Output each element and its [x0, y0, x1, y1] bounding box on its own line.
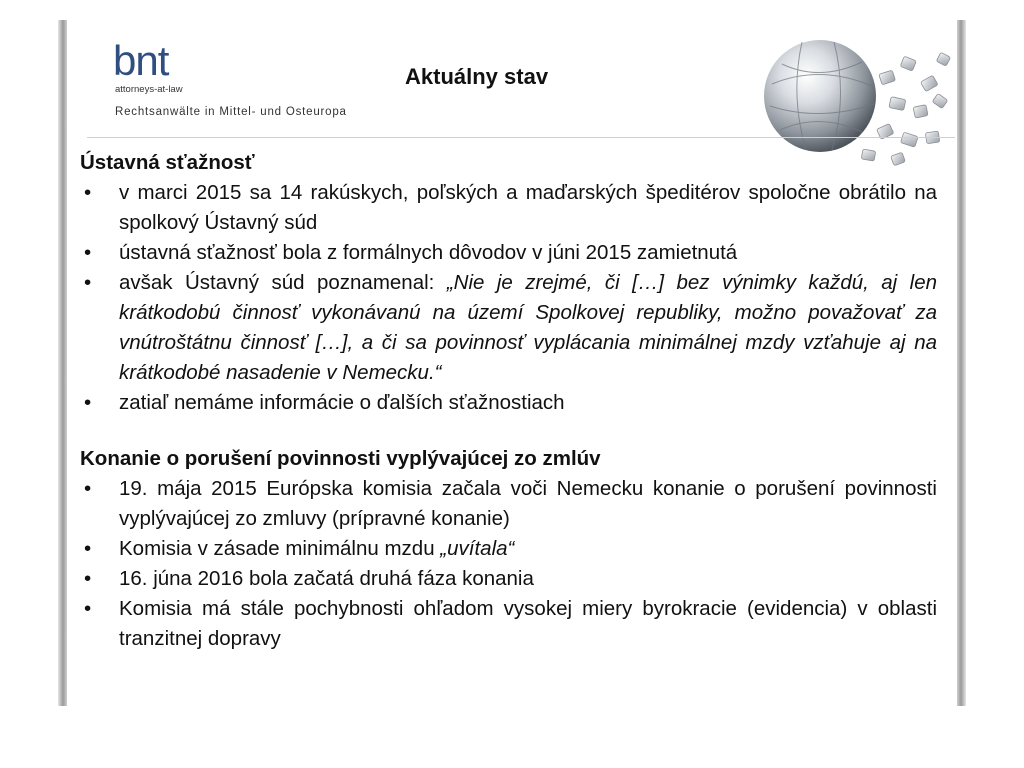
- bullet-text: ústavná sťažnosť bola z formálnych dôvodov v júni 2015 zamietnutá: [119, 241, 738, 264]
- slide-canvas: [67, 20, 957, 706]
- list-item: [80, 178, 937, 238]
- bullet-text: Komisia má stále pochybnosti ohľadom vysokej miery byrokracie (evidencia) v oblasti tranzitnej dopravy: [119, 597, 937, 650]
- bullet-text: Komisia v zásade minimálnu mzdu: [119, 537, 441, 560]
- list-item: [80, 388, 937, 418]
- slide-title: Aktuálny stav: [405, 64, 549, 89]
- bullet-text: 19. mája 2015 Európska komisia začala voči Nemecku konanie o porušení povinnosti vyplývajúcej zo zmluvy (prípravné konanie): [119, 477, 937, 530]
- list-item: [80, 594, 937, 654]
- bullet-text: v marci 2015 sa 14 rakúskych, poľských a maďarských špeditérov spoločne obrátilo na spolkový Ústavný súd: [119, 181, 937, 234]
- bullet-text: zatiaľ nemáme informácie o ďalších sťažnostiach: [119, 391, 565, 414]
- bullet-icon: •: [84, 597, 92, 620]
- slide-body: [80, 148, 937, 654]
- bnt-logo: [113, 37, 373, 126]
- section-spacer: [80, 418, 937, 444]
- bullet-quote: „uvítala“: [440, 537, 515, 560]
- slide-right-edge: [957, 20, 966, 706]
- section-heading: Konanie o porušení povinnosti vyplývajúcej zo zmlúv: [80, 447, 601, 470]
- bullet-icon: •: [84, 391, 92, 414]
- bullet-quote: „Nie je zrejmé, či […] bez výnimky každú, aj len krátkodobú činnosť vykonávanú na území Spolkovej republiky, možno považovať za vnútroštátnu činnosť […], a či sa povinnosť vyplácania minimálnej mzdy vzťahuje aj na krátkodobé nasadenie v Nemecku.“: [119, 271, 938, 384]
- bullet-list: [80, 178, 937, 418]
- slide-left-edge: [58, 20, 67, 706]
- section-heading: Ústavná sťažnosť: [80, 151, 255, 174]
- list-item: [80, 534, 937, 564]
- list-item: [80, 474, 937, 534]
- section-constitutional-complaint: [80, 148, 937, 418]
- bullet-list: [80, 474, 937, 654]
- bullet-icon: •: [84, 567, 92, 590]
- logo-tagline: Rechtsanwälte in Mittel- und Osteuropa: [115, 106, 347, 118]
- logo-brand: bnt: [113, 37, 169, 84]
- bullet-text: 16. júna 2016 bola začatá druhá fáza konania: [119, 567, 534, 590]
- bullet-icon: •: [84, 181, 92, 204]
- list-item: [80, 238, 937, 268]
- section-infringement-procedure: [80, 444, 937, 654]
- bullet-text: avšak Ústavný súd poznamenal:: [119, 271, 447, 294]
- bullet-icon: •: [84, 537, 92, 560]
- header-divider: [87, 137, 955, 138]
- logo-subtitle: attorneys-at-law: [115, 84, 183, 95]
- list-item: [80, 564, 937, 594]
- bullet-icon: •: [84, 271, 92, 294]
- bullet-icon: •: [84, 477, 92, 500]
- bullet-icon: •: [84, 241, 92, 264]
- list-item: [80, 268, 937, 388]
